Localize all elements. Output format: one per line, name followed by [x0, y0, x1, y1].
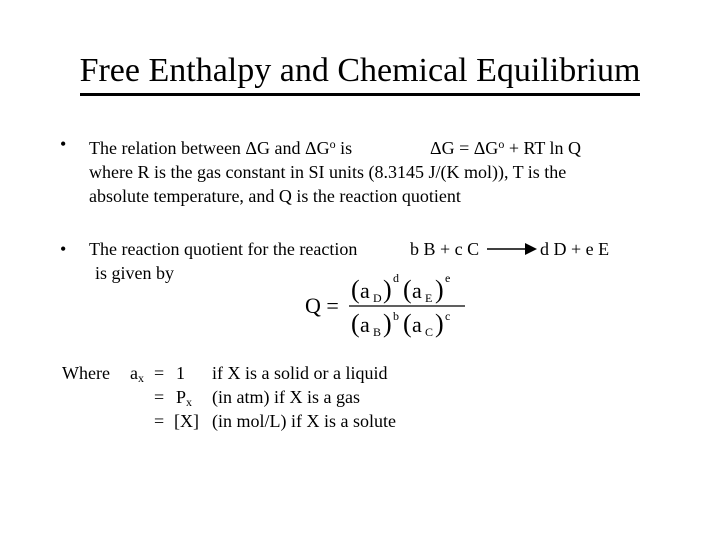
- reaction-reactants: b B + c C: [410, 239, 480, 259]
- reaction-quotient-formula: [305, 268, 475, 346]
- formula-sub-E: E: [425, 291, 433, 305]
- reaction-products: d D + e E: [540, 239, 610, 259]
- formula-exp-e: e: [445, 271, 451, 285]
- reaction-arrow-icon: [487, 240, 537, 258]
- where-row-2-val-sub: x: [186, 395, 193, 409]
- formula-sub-C: C: [425, 325, 434, 339]
- where-row-1: [154, 361, 164, 385]
- formula-a-den-2: a: [412, 312, 422, 337]
- formula-sub-D: D: [373, 291, 382, 305]
- where-row-2-val: P: [176, 387, 187, 407]
- standard-state-superscript: o: [329, 137, 336, 151]
- where-row-2: [154, 385, 164, 409]
- where-row-3-val: [X]: [174, 411, 199, 431]
- gibbs-equation-rhs: + RT ln Q: [504, 138, 582, 158]
- formula-a-num-1: a: [360, 278, 370, 303]
- where-row-1-eq: =: [154, 363, 165, 383]
- where-label: Where: [62, 363, 110, 383]
- formula-exp-b: b: [393, 309, 399, 323]
- formula-paren-close-1: ): [383, 275, 392, 304]
- where-row-1-desc: if X is a solid or a liquid: [212, 363, 388, 383]
- where-var-a: a: [130, 363, 138, 383]
- formula-sub-B: B: [373, 325, 382, 339]
- where-row-1-val: 1: [176, 363, 185, 383]
- bullet-marker-2: •: [60, 239, 67, 259]
- formula-paren-open-1: (: [351, 275, 360, 304]
- bullet-1: [89, 132, 709, 208]
- bullet-1-text-tail: is: [335, 138, 353, 158]
- formula-a-num-2: a: [412, 278, 422, 303]
- bullet-1-line-2: where R is the gas constant in SI units (8.3145 J/(K mol)), T is the: [89, 162, 567, 182]
- where-row-2-desc-wrap: [212, 385, 360, 409]
- formula-exp-c: c: [445, 309, 451, 323]
- bullet-1-line-3: absolute temperature, and Q is the reaction quotient: [89, 186, 461, 206]
- formula-lhs: Q =: [305, 293, 339, 318]
- where-row-3-eq: =: [154, 411, 165, 431]
- bullet-1-text: The relation between ΔG and ΔG: [89, 138, 330, 158]
- formula-paren-open-2: (: [403, 275, 412, 304]
- where-row-3: [154, 409, 164, 433]
- where-row-2-eq: =: [154, 387, 165, 407]
- where-label-row: [62, 361, 110, 385]
- formula-exp-d: d: [393, 271, 399, 285]
- formula-a-den-1: a: [360, 312, 370, 337]
- bullet-2-line-2: is given by: [95, 263, 174, 283]
- slide-title-wrap: [0, 50, 720, 96]
- gibbs-equation: [430, 132, 581, 160]
- where-row-2-desc: (in atm) if X is a gas: [212, 387, 360, 407]
- formula-paren-close-2: ): [435, 275, 444, 304]
- formula-paren-close-3: ): [383, 309, 392, 338]
- slide-title: Free Enthalpy and Chemical Equilibrium: [80, 50, 641, 96]
- bullet-2-line-1: The reaction quotient for the reaction: [89, 239, 358, 259]
- bullet-1-line-1: [89, 132, 709, 160]
- formula-paren-close-4: ): [435, 309, 444, 338]
- where-var-sub: x: [138, 371, 144, 385]
- where-row-1-desc-wrap: [212, 361, 387, 385]
- gibbs-equation-lhs: ΔG = ΔG: [430, 138, 499, 158]
- bullet-marker-1: •: [60, 134, 67, 154]
- where-var: [130, 361, 144, 390]
- formula-paren-open-4: (: [403, 309, 412, 338]
- where-row-3-val-wrap: [174, 409, 199, 433]
- where-row-3-desc: (in mol/L) if X is a solute: [212, 411, 396, 431]
- where-row-1-val-wrap: [176, 361, 185, 385]
- where-row-3-desc-wrap: [212, 409, 396, 433]
- gibbs-equation-superscript: o: [498, 137, 505, 151]
- formula-paren-open-3: (: [351, 309, 360, 338]
